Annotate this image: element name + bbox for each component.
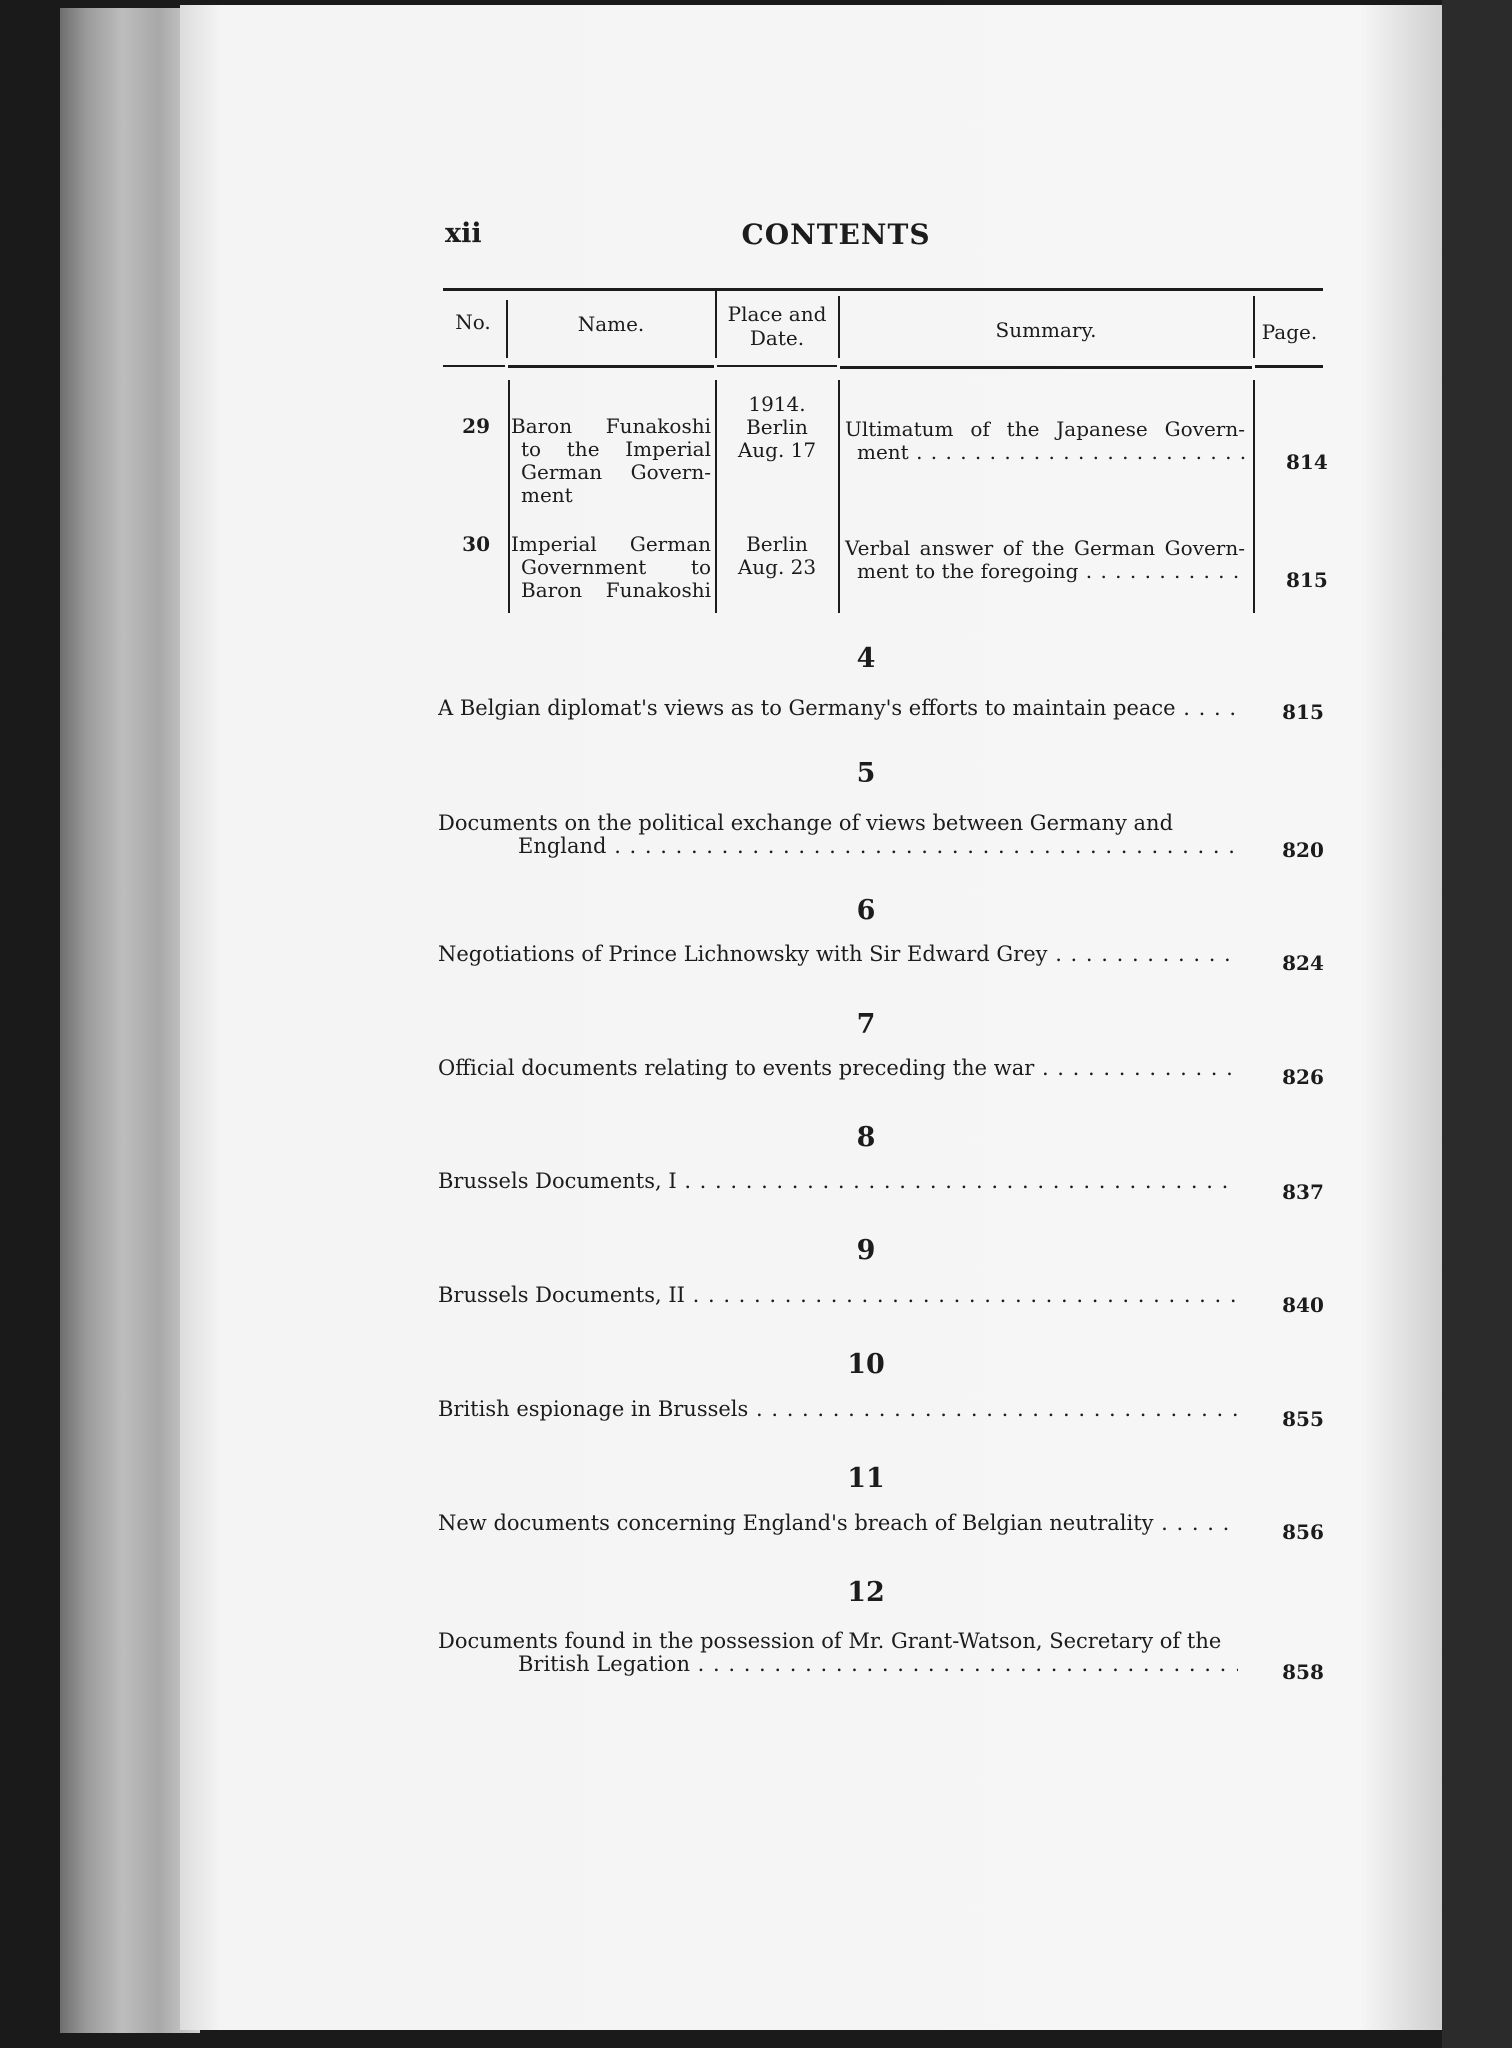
row-page: 815 <box>1286 568 1328 592</box>
row-place-date <box>718 533 836 579</box>
column-header-no: No. <box>455 310 491 334</box>
row-name-line: German Govern- <box>521 460 711 484</box>
row-page: 814 <box>1286 450 1328 474</box>
row-place-line: Berlin <box>746 415 808 439</box>
section-page: 858 <box>1282 1660 1324 1684</box>
header-rule <box>1255 365 1323 368</box>
running-title: CONTENTS <box>741 218 931 251</box>
section-page: 820 <box>1282 838 1324 862</box>
row-name-line: Baron Funakoshi <box>511 414 711 438</box>
header-rule <box>717 365 837 367</box>
header-rule <box>443 365 505 367</box>
section-title: British espionage in Brussels . . . <box>438 1398 1238 1421</box>
row-name-line: Imperial German <box>511 532 711 556</box>
section-title-line: Documents found in the possession of Mr. Grant-Watson, Secretary of the <box>438 1630 1222 1653</box>
column-divider <box>715 380 717 613</box>
section-number: 10 <box>847 1349 885 1380</box>
section-title: Brussels Documents, II . . . <box>438 1284 1238 1307</box>
row-place-line: Berlin <box>746 532 808 556</box>
section-number: 7 <box>856 1009 876 1040</box>
section-title: New documents concerning England's breach of Belgian neutrality . . . <box>438 1512 1238 1535</box>
section-number: 4 <box>856 643 876 674</box>
column-divider <box>1253 296 1255 358</box>
row-name-line: ment <box>521 483 573 507</box>
section-title: Official documents relating to events preceding the war . . . <box>438 1057 1238 1080</box>
section-page: 837 <box>1282 1180 1324 1204</box>
column-divider <box>1253 380 1255 613</box>
row-summary <box>845 537 1245 583</box>
section-number: 5 <box>856 758 876 789</box>
section-page: 840 <box>1282 1293 1324 1317</box>
row-place-line: 1914. <box>748 392 806 416</box>
column-divider <box>838 380 840 613</box>
section-title: Brussels Documents, I . . . <box>438 1170 1238 1193</box>
row-number: 29 <box>462 414 490 438</box>
section-page: 815 <box>1282 700 1324 724</box>
row-summary-line: ment . . . <box>845 441 1245 464</box>
section-title: Documents found in the possession of Mr. Grant-Watson, Secretary of the British Legation . . . <box>438 1630 1238 1676</box>
row-summary-line: Ultimatum of the Japanese Govern- <box>845 417 1245 441</box>
contents-table <box>443 288 1328 613</box>
row-place-line: Aug. 23 <box>737 555 817 579</box>
row-name-line: Baron Funakoshi <box>521 578 711 602</box>
section-title: A Belgian diplomat's views as to Germany's efforts to maintain peace . . . <box>438 697 1238 720</box>
section-page: 856 <box>1282 1520 1324 1544</box>
column-header-name: Name. <box>577 312 645 336</box>
section-page: 855 <box>1282 1407 1324 1431</box>
row-name <box>511 415 711 507</box>
column-header-place-date: Place and Date. <box>727 302 827 350</box>
section-number: 12 <box>847 1577 885 1608</box>
column-header-page: Page. <box>1261 320 1318 344</box>
column-divider <box>506 300 508 358</box>
row-place-line: Aug. 17 <box>737 438 817 462</box>
section-title-line: Documents on the political exchange of views between Germany and <box>438 812 1174 835</box>
section-number: 8 <box>856 1122 876 1153</box>
row-number: 30 <box>462 532 490 556</box>
section-title: Documents on the political exchange of views between Germany and England . . . <box>438 812 1238 858</box>
row-name-line: to the Imperial <box>521 437 711 461</box>
section-page: 824 <box>1282 951 1324 975</box>
section-title: Negotiations of Prince Lichnowsky with Sir Edward Grey . . . <box>438 943 1238 966</box>
header-rule <box>840 366 1252 369</box>
row-summary-line: Verbal answer of the German Govern- <box>845 536 1245 560</box>
section-page: 826 <box>1282 1065 1324 1089</box>
section-number: 6 <box>856 895 876 926</box>
section-number: 9 <box>856 1235 876 1266</box>
column-header-summary: Summary. <box>995 318 1097 342</box>
row-name <box>511 533 711 602</box>
column-divider <box>508 380 510 613</box>
section-number: 11 <box>847 1463 885 1494</box>
row-summary-line: ment to the foregoing . . . <box>845 560 1245 583</box>
header-rule <box>508 365 714 368</box>
column-divider <box>838 296 840 358</box>
row-name-line: Government to <box>521 555 711 579</box>
table-top-rule <box>443 288 1323 291</box>
page-number: xii <box>445 218 482 249</box>
row-summary <box>845 418 1245 464</box>
column-divider <box>715 291 717 358</box>
row-place-date <box>718 393 836 462</box>
